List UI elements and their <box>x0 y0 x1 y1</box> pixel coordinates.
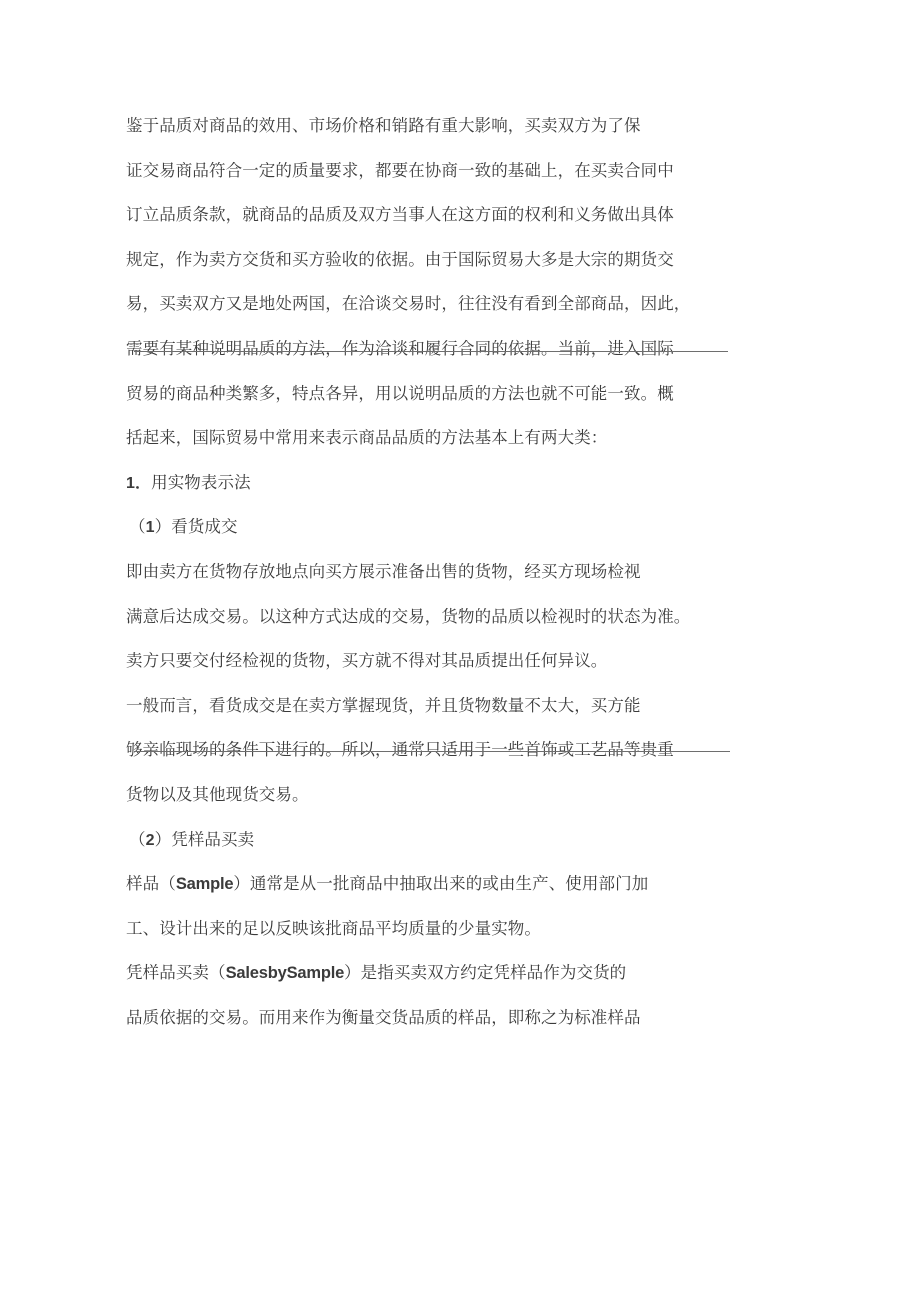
paren-close: ） <box>154 829 172 849</box>
paragraph-line: 贸易的商品种类繁多，特点各异，用以说明品质的方法也就不可能一致。概 <box>126 383 674 403</box>
horizontal-rule <box>134 751 730 752</box>
paren-open: （ <box>129 517 146 537</box>
line-text-pre: 样品（ <box>126 874 176 894</box>
latin-term: Sample <box>175 875 234 894</box>
line-text-post: ）是指买卖双方约定凭样品作为交货的 <box>344 963 627 983</box>
paragraph-line: 够亲临现场的条件下进行的。所以，通常只适用于一些首饰或工艺品等贵重 <box>126 740 674 760</box>
subheading-text: 看货成交 <box>171 517 238 537</box>
paragraph-line: 货物以及其他现货交易。 <box>126 784 309 804</box>
subheading-text: 凭样品买卖 <box>171 829 255 849</box>
line-text-pre: 凭样品买卖（ <box>126 963 226 983</box>
paragraph-line: 鉴于品质对商品的效用、市场价格和销路有重大影响，买卖双方为了保 <box>126 116 641 135</box>
paragraph-line <box>126 951 806 996</box>
paragraph-line: 工、设计出来的足以反映该批商品平均质量的少量实物。 <box>126 918 541 938</box>
paragraph-line: 规定，作为卖方交货和买方验收的依据。由于国际贸易大多是大宗的期货交 <box>126 249 674 269</box>
paragraph-line: 品质依据的交易。而用来作为衡量交货品质的样品，即称之为标准样品 <box>126 1007 641 1027</box>
paragraph-line: 订立品质条款，就商品的品质及双方当事人在这方面的权利和义务做出具体 <box>126 205 674 225</box>
subheading-number: 1 <box>145 519 155 537</box>
paragraph-line: 证交易商品符合一定的质量要求，都要在协商一致的基础上，在买卖合同中 <box>126 160 674 180</box>
paragraph-line: 一般而言，看货成交是在卖方掌握现货，并且货物数量不太大，买方能 <box>126 695 641 715</box>
subheading-number: 2 <box>145 831 155 849</box>
paren-open: （ <box>129 829 146 849</box>
latin-term: SalesbySample <box>225 964 345 983</box>
heading-text: 用实物表示法 <box>151 472 251 492</box>
section-heading <box>126 461 806 506</box>
section-subheading <box>126 505 806 550</box>
document-text-body <box>126 104 806 1040</box>
horizontal-rule <box>134 351 728 352</box>
paragraph-line: 易，买卖双方又是地处两国，在洽谈交易时，往往没有看到全部商品，因此， <box>126 294 691 314</box>
line-text-post: ）通常是从一批商品中抽取出来的或由生产、使用部门加 <box>233 874 649 894</box>
paragraph-line: 即由卖方在货物存放地点向买方展示准备出售的货物，经买方现场检视 <box>126 561 641 581</box>
heading-number: 1． <box>126 474 152 492</box>
paragraph-line: 满意后达成交易。以这种方式达成的交易，货物的品质以检视时的状态为准。 <box>126 606 691 626</box>
paragraph-line <box>126 862 806 907</box>
paragraph-line: 需要有某种说明品质的方法，作为洽谈和履行合同的依据。当前，进入国际 <box>126 338 674 358</box>
section-subheading <box>126 818 806 863</box>
paragraph-line: 卖方只要交付经检视的货物，买方就不得对其品质提出任何异议。 <box>126 651 608 671</box>
paren-close: ） <box>154 517 172 537</box>
paragraph-line: 括起来，国际贸易中常用来表示商品品质的方法基本上有两大类： <box>126 428 608 448</box>
